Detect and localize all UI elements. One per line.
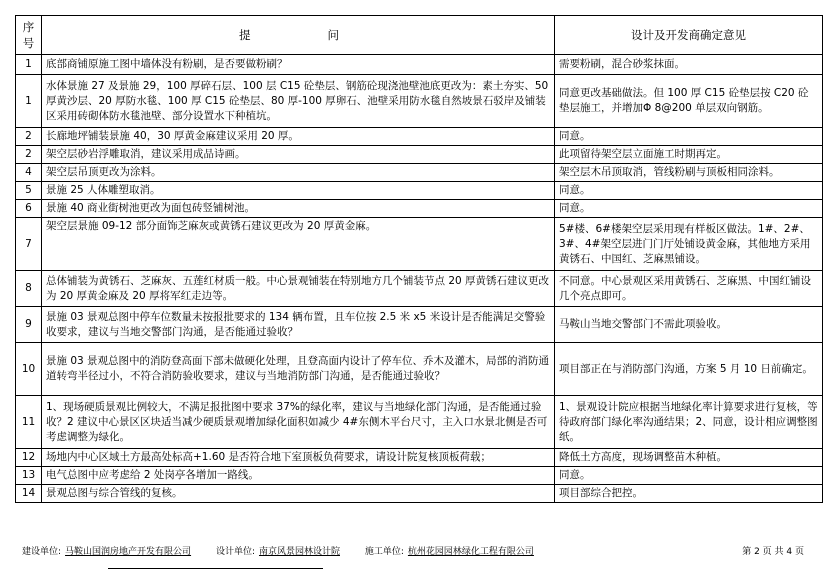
row-opinion: 项目部综合把控。 [555,485,823,503]
row-question: 景施 03 景观总图中的消防登高面下部未做硬化处理，且登高面内设计了停车位、乔木及灌木，局部的消防通道转弯半径过小，不符合消防验收要求，建议与当地消防部门沟通，是否能通过验收？ [42,343,555,396]
row-question: 场地内中心区域土方最高处标高+1.60 是否符合地下室顶板负荷要求，请设计院复核顶板荷载； [42,449,555,467]
row-question: 水体景施 27 及景施 29，100 厚碎石层、100 层 C15 砼垫层、钢筋砼现浇池壁池底更改为：素土夯实、50 厚黄沙层、20 厚防水毯、100 厚 C15 砼垫层、80 厚-100 厚卵石、池壁采用防水毯自然坡景石驳岸及铺装区采用砖砌体防水毯池壁、部分设置水下种植坑。 [42,75,555,128]
page-number: 第 2 页 共 4 页 [742,547,804,557]
table-row [16,218,823,271]
contractor-value: 杭州花园园林绿化工程有限公司 [407,547,534,557]
row-index: 9 [16,307,42,343]
row-opinion: 同意。 [555,182,823,200]
row-index: 12 [16,449,42,467]
row-index: 14 [16,485,42,503]
table-row [16,449,823,467]
table-row [16,146,823,164]
row-index: 10 [16,343,42,396]
designer-value: 南京风景园林设计院 [258,547,340,557]
table-row [16,271,823,307]
table-row [16,75,823,128]
row-question: 景施 25 人体雕塑取消。 [42,182,555,200]
row-question: 架空层吊顶更改为涂料。 [42,164,555,182]
signature-footer [22,546,822,558]
row-opinion: 降低土方高度，现场调整苗木种植。 [555,449,823,467]
row-index: 13 [16,467,42,485]
row-question: 景施 40 商业街树池更改为面包砖竖铺树池。 [42,200,555,218]
table-row [16,307,823,343]
table-header-row [16,16,823,55]
row-question: 1、现场硬质景观比例较大，不满足报批图中要求 37%的绿化率，建议与当地绿化部门沟通，是否能通过验收？2 建议中心景区区块适当减少硬质景观增加绿化面积如减少 4#东侧木平台尺寸，主入口水景北侧是否可考虑调整为绿化。 [42,396,555,449]
contractor-label: 施工单位: [364,547,404,557]
row-question: 架空层景施 09-12 部分面饰芝麻灰或黄锈石建议更改为 20 厚黄金麻。 [42,218,555,271]
row-index: 8 [16,271,42,307]
row-opinion: 同意。 [555,467,823,485]
row-question: 总体铺装为黄锈石、芝麻灰、五莲红材质一般。中心景观铺装在特别地方几个铺装节点 20 厚黄锈石建议更改为 20 厚黄金麻及 20 厚将军红走边等。 [42,271,555,307]
row-question: 底部商铺原施工图中墙体没有粉刷，是否要做粉刷？ [42,55,555,75]
row-index: 2 [16,128,42,146]
row-opinion: 同意。 [555,128,823,146]
row-opinion: 不同意。中心景观区采用黄锈石、芝麻黑、中国红铺设几个亮点即可。 [555,271,823,307]
builder-label: 建设单位: [22,547,62,557]
header-opinion: 设计及开发商确定意见 [555,16,823,55]
header-index-line1: 序 [22,20,35,34]
table-row [16,343,823,396]
row-question: 架空层砂岩浮雕取消，建议采用成品诗画。 [42,146,555,164]
document-page [15,15,822,503]
row-opinion: 项目部正在与消防部门沟通，方案 5 月 10 日前确定。 [555,343,823,396]
drawing-review-table [15,15,823,503]
row-index: 5 [16,182,42,200]
table-row [16,485,823,503]
row-index: 1 [16,75,42,128]
header-question: 提 问 [42,16,555,55]
header-index [16,16,42,55]
table-row [16,467,823,485]
row-opinion: 马鞍山当地交警部门不需此项验收。 [555,307,823,343]
table-row [16,396,823,449]
row-opinion: 5#楼、6#楼架空层采用现有样板区做法。1#、2#、3#、4#架空层进门门厅处铺设黄金麻，其他地方采用黄锈石、中国红、芝麻黑铺设。 [555,218,823,271]
row-index: 1 [16,55,42,75]
builder-value: 马鞍山国润房地产开发有限公司 [65,547,192,557]
header-index-line2: 号 [22,36,35,50]
row-index: 6 [16,200,42,218]
row-opinion: 同意。 [555,200,823,218]
row-opinion: 同意更改基础做法。但 100 厚 C15 砼垫层按 C20 砼垫层施工，并增加Φ 8@200 单层双向钢筋。 [555,75,823,128]
row-index: 11 [16,396,42,449]
row-opinion: 此项留待架空层立面施工时期再定。 [555,146,823,164]
row-opinion: 需要粉刷，混合砂浆抹面。 [555,55,823,75]
row-question: 长廊地坪铺装景施 40，30 厚黄金麻建议采用 20 厚。 [42,128,555,146]
table-row [16,128,823,146]
row-question: 景观总图与综合管线的复核。 [42,485,555,503]
designer-label: 设计单位: [215,547,255,557]
row-index: 4 [16,164,42,182]
row-question: 景施 03 景观总图中停车位数量未按报批要求的 134 辆布置，且车位按 2.5 米 x5 米设计是否能满足交警验收要求，建议与当地交警部门沟通，是否能通过验收？ [42,307,555,343]
table-row [16,164,823,182]
table-row [16,182,823,200]
row-question: 电气总图中应考虑给 2 处岗亭各增加一路线。 [42,467,555,485]
table-row [16,55,823,75]
row-index: 2 [16,146,42,164]
footer-rule [108,568,323,569]
row-opinion: 1、景观设计院应根据当地绿化率计算要求进行复核，等待政府部门绿化率沟通结果；2、同意，设计相应调整图纸。 [555,396,823,449]
row-opinion: 架空层木吊顶取消，管线粉刷与顶板相同涂料。 [555,164,823,182]
row-index: 7 [16,218,42,271]
table-row [16,200,823,218]
